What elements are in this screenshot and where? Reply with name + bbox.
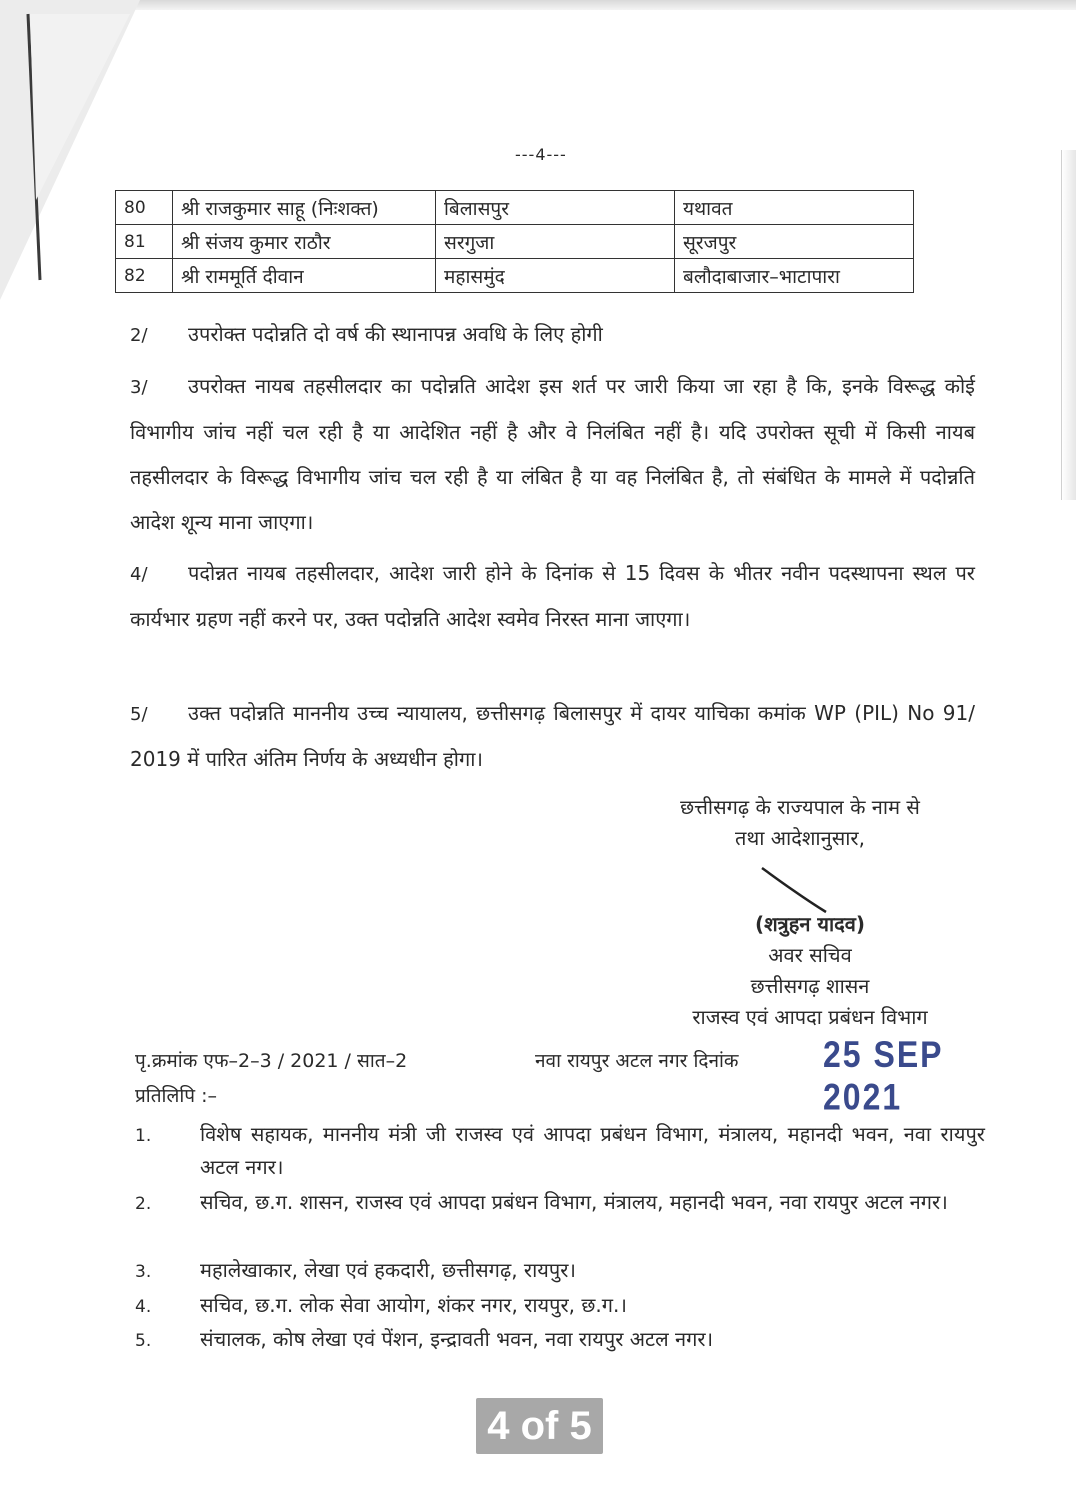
copy-text: विशेष सहायक, माननीय मंत्री जी राजस्व एवं आपदा प्रबंधन विभाग, मंत्रालय, महानदी भवन, नवा रायपुर अटल नगर।: [200, 1122, 985, 1179]
copy-text: महालेखाकार, लेखा एवं हकदारी, छत्तीसगढ़, रायपुर।: [200, 1258, 576, 1282]
paragraph-number: 4/: [130, 564, 148, 585]
paragraph-2: [130, 312, 975, 358]
copy-number: 2.: [135, 1194, 152, 1214]
list-item: [135, 1254, 985, 1287]
copies-label: प्रतिलिपि :–: [135, 1085, 218, 1107]
paragraph-number: 2/: [130, 325, 148, 346]
signatory-office: छत्तीसगढ़ शासन: [750, 974, 870, 998]
paragraph-number: 5/: [130, 704, 148, 725]
page-right-edge: [1061, 150, 1076, 500]
postings-table: [115, 190, 914, 293]
posted-district: सूरजपुर: [675, 225, 914, 259]
signatory-department: राजस्व एवं आपदा प्रबंधन विभाग: [692, 1005, 928, 1029]
paragraph-number: 3/: [130, 377, 148, 398]
authority-line: छत्तीसगढ़ के राज्यपाल के नाम से: [680, 795, 920, 819]
posted-district: यथावत: [675, 191, 914, 225]
paragraph-text: उपरोक्त पदोन्नति दो वर्ष की स्थानापन्न अवधि के लिए होगी: [188, 322, 603, 346]
paragraph-text: पदोन्नत नायब तहसीलदार, आदेश जारी होने के दिनांक से 15 दिवस के भीतर नवीन पदस्थापना स्थल पर कार्यभार ग्रहण नहीं करने पर, उक्त पदोन्नति आदेश स्वमेव निरस्त माना जाएगा।: [130, 561, 975, 631]
page-number: ---4---: [515, 145, 567, 164]
officer-name: श्री संजय कुमार राठौर: [173, 225, 436, 259]
place-date-label: नवा रायपुर अटल नगर दिनांक: [535, 1050, 739, 1072]
paragraph-text: उक्त पदोन्नति माननीय उच्च न्यायालय, छत्तीसगढ़ बिलासपुर में दायर याचिका कमांक WP (PIL) No 91/ 2019 में पारित अंतिम निर्णय के अध्यधीन होगा।: [130, 701, 975, 771]
paragraph-text: उपरोक्त नायब तहसीलदार का पदोन्नति आदेश इस शर्त पर जारी किया जा रहा है कि, इनके विरूद्ध कोई विभागीय जांच नहीं चल रही है या आदेशित नहीं है और वे निलंबित नहीं है। यदि उपरोक्त सूची में किसी नायब तहसीलदार के विरूद्ध विभागीय जांच चल रही है या लंबित है या वह निलंबित है, तो संबंधित के मामले में पदोन्नति आदेश शून्य माना जाएगा।: [130, 374, 975, 534]
copy-text: संचालक, कोष लेखा एवं पेंशन, इन्द्रावती भवन, नवा रायपुर अटल नगर।: [200, 1327, 714, 1351]
date-stamp: 25 SEP 2021: [823, 1033, 943, 1118]
officer-name: श्री राममूर्ति दीवान: [173, 259, 436, 293]
paragraph-3: [130, 364, 975, 545]
authority-block: [640, 792, 960, 854]
paragraph-4: [130, 551, 975, 642]
current-district: बिलासपुर: [436, 191, 675, 225]
list-item: [135, 1289, 985, 1322]
paragraph-5: [130, 691, 975, 782]
current-district: महासमुंद: [436, 259, 675, 293]
list-item: [135, 1118, 985, 1184]
signatory-designation: अवर सचिव: [768, 943, 852, 967]
copy-text: सचिव, छ.ग. लोक सेवा आयोग, शंकर नगर, रायपुर, छ.ग.।: [200, 1293, 627, 1317]
copy-number: 5.: [135, 1331, 152, 1351]
page-indicator: 4 of 5: [476, 1398, 603, 1454]
current-district: सरगुजा: [436, 225, 675, 259]
serial-number: 81: [116, 225, 173, 259]
copy-number: 4.: [135, 1297, 152, 1317]
posted-district: बलौदाबाजार–भाटापारा: [675, 259, 914, 293]
reference-number: पृ.क्रमांक एफ–2–3 / 2021 / सात–2: [135, 1050, 408, 1072]
copy-number: 1.: [135, 1126, 152, 1146]
serial-number: 80: [116, 191, 173, 225]
authority-line: तथा आदेशानुसार,: [735, 826, 865, 850]
signatory-name: (शत्रुहन यादव): [754, 912, 866, 936]
officer-name: श्री राजकुमार साहू (निःशक्त): [173, 191, 436, 225]
copy-text: सचिव, छ.ग. शासन, राजस्व एवं आपदा प्रबंधन विभाग, मंत्रालय, महानदी भवन, नवा रायपुर अटल नगर।: [200, 1190, 948, 1214]
serial-number: 82: [116, 259, 173, 293]
table-row: [116, 225, 914, 259]
page-top-edge: [0, 0, 1076, 10]
table-row: [116, 259, 914, 293]
table-row: [116, 191, 914, 225]
list-item: [135, 1186, 985, 1219]
signatory-block: [650, 909, 970, 1033]
copy-number: 3.: [135, 1262, 152, 1282]
list-item: [135, 1323, 985, 1356]
